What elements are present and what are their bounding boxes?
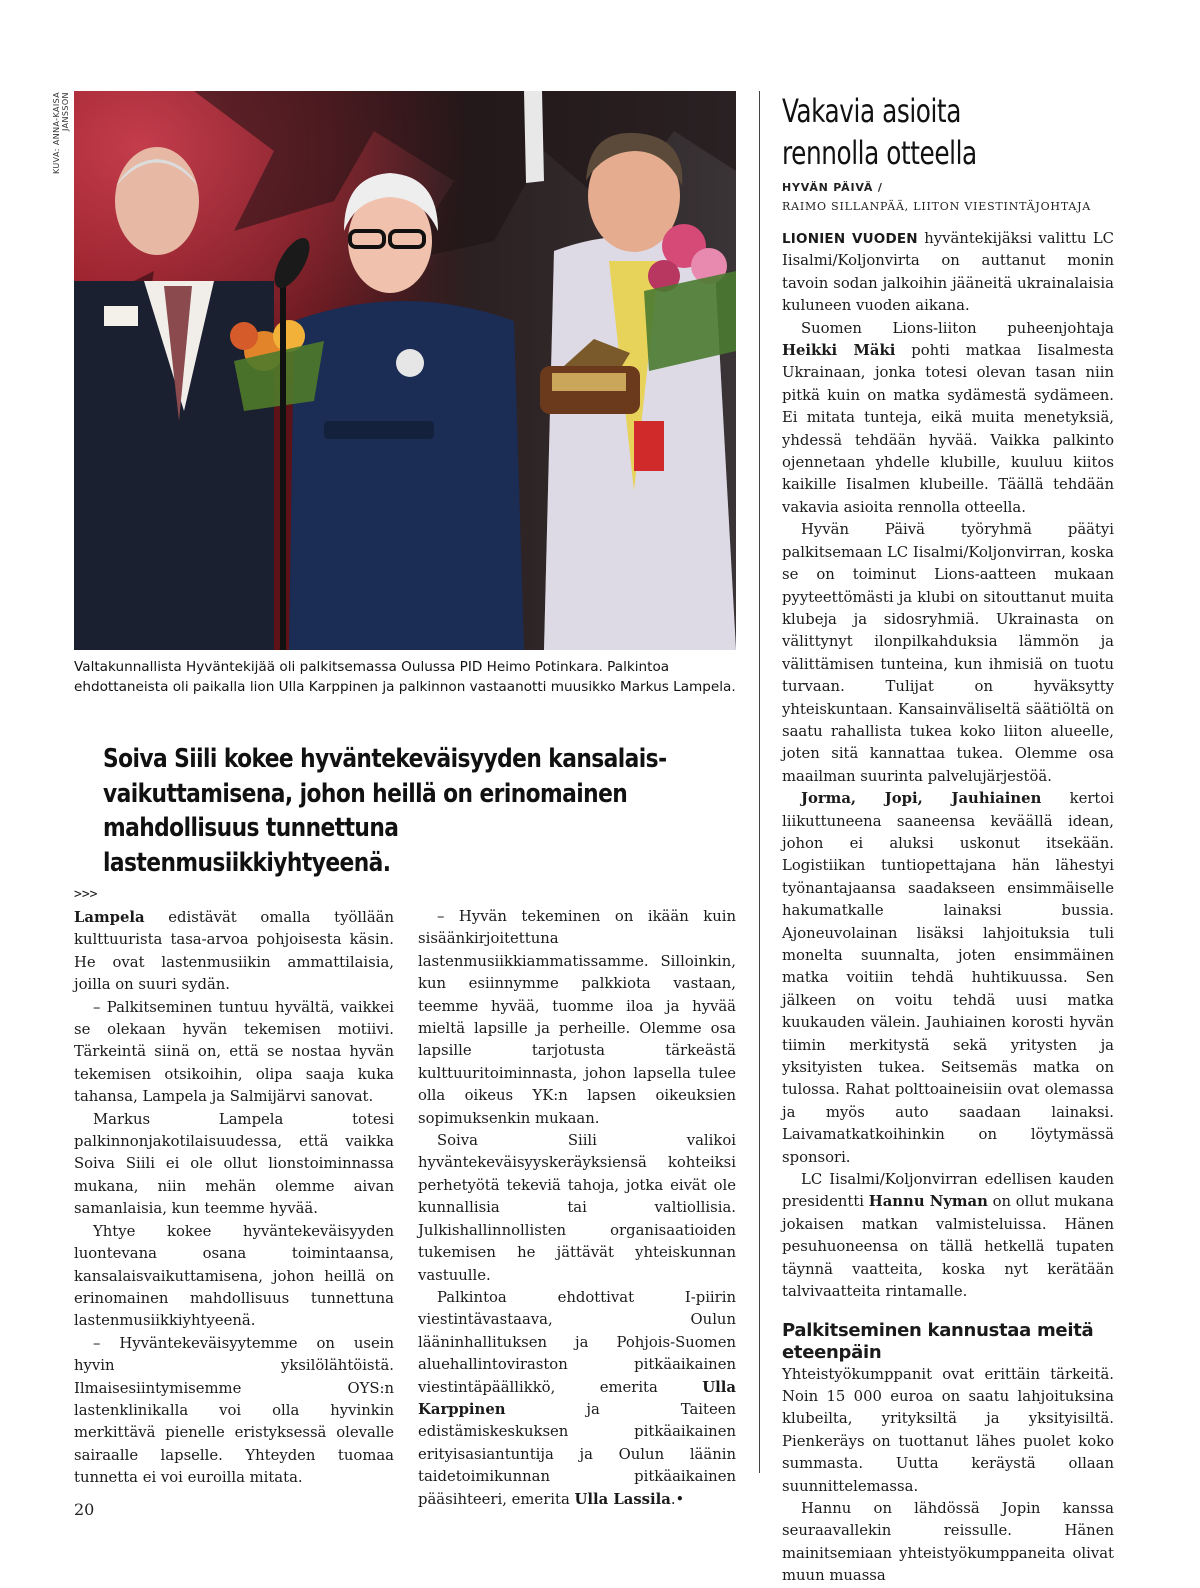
bold-name: Ulla Karppinen — [418, 1378, 736, 1418]
photo-credit: KUVA: ANNA-KAISA JANSSON — [52, 92, 70, 175]
paragraph: Hannu on lähdössä Jopin kanssa seuraavallekin reissulle. Hänen mainitsemiaan yhteistyökumppaneita olivat muun muassa — [782, 1499, 1114, 1585]
byline-author: RAIMO SILLANPÄÄ, LIITON VIESTINTÄJOHTAJA — [782, 200, 1092, 213]
paragraph: – Hyvän tekeminen on ikään kuin sisäänkirjoitettuna lastenmusiikkiammatissamme. Silloinkin, kun esiinnymme palkkiota vastaan, teemme hyvää, tuomme iloa ja hyvää mieltä lapsille ja perheille. Olemme osa lapsille tarjotusta tärkeästä kulttuuritoiminnasta, johon lapsella tulee olla oikeus YK:n lapsen oikeuksien sopimuksenkin mukaan. — [418, 908, 736, 1127]
paragraph: – Palkitseminen tuntuu hyvältä, vaikkei se olekaan hyvän tekemisen motiivi. Tärkeintä siinä on, että se nostaa hyvän tekemisen otsikoihin, olipa saaja kuka tahansa, Lampela ja Salmijärvi sanovat. — [74, 998, 394, 1106]
paragraph: Lampela edistävät omalla työllään kulttuurista tasa-arvoa pohjoisesta käsin. He ovat lastenmusiikin ammattilaisia, joilla on suuri sydän. — [74, 909, 394, 994]
page-number: 20 — [74, 1500, 95, 1519]
bold-name: Ulla Lassila — [574, 1490, 671, 1508]
paragraph: Palkintoa ehdottivat I-piirin viestintävastaava, Oulun lääninhallituksen ja Pohjois-Suomen aluehallintoviraston pitkäaikainen viestintäpäällikkö, emerita Ulla Karppinen ja Taiteen edistämiskeskuksen pitkäaikainen erityisasiantuntija ja Oulun läänin taidetoimikunnan pitkäaikainen pääsihteeri, emerita Ulla Lassila.• — [418, 1288, 736, 1508]
paragraph: Yhtye kokee hyväntekeväisyyden luontevana osana toimintaansa, kansalaisvaikuttamisena, johon heillä on erinomainen mahdollisuus tunnettuna lastenmusiikkiyhtyeenä. — [74, 1222, 394, 1330]
article-headline: Vakavia asioita rennolla otteella — [782, 92, 977, 172]
pull-quote: Soiva Siili kokee hyväntekeväisyyden kansalaisvaikuttamisena, johon heillä on erinomainen mahdollisuus tunnettuna lastenmusiikkiyhtyeenä. — [103, 744, 668, 878]
paragraph: LC Iisalmi/Koljonvirran edellisen kauden presidentti Hannu Nyman on ollut mukana jokaisen matkan valmisteluissa. Hänen pesuhuoneensa on tällä hetkellä tupaten täynnä vaatteita, koska nyt kerätään talvivaatteita rintamalle. — [782, 1171, 1115, 1301]
paragraph: Yhteistyökumppanit ovat erittäin tärkeitä. Noin 15 000 euroa on saatu lahjoituksina klubeilta, yrityksiltä ja yksityisiltä. Pienkeräys on tuottanut lähes puolet koko summasta. Uutta keräystä ollaan suunnittelemassa. — [782, 1365, 1114, 1495]
paragraph: – Hyväntekeväisyytemme on usein hyvin yksilölähtöistä. Ilmaisesiintymisemme OYS:n lastenklinikalla voi olla hyvinkin merkittävä pienelle eristyksessä olevalle sairaalle lapselle. Yhteyden tuomaa tunnetta ei voi euroilla mitata. — [74, 1334, 394, 1487]
paragraph: Suomen Lions-liiton puheenjohtaja Heikki Mäki pohti matkaa Iisalmesta Ukrainaan, jonka totesi olevan tasan niin pitkä kuin on matka sydämestä sydämeen. Ei mitata tunteja, eikä muita menetyksiä, yhdessä tehdään hyvää. Vaikka palkinto ojennetaan yhdelle klubille, kuuluu kiitos kaikille Iisalmen klubeille. Täällä tehdään vakavia asioita rennolla otteella. — [782, 319, 1114, 516]
byline-section: HYVÄN PÄIVÄ / — [782, 181, 883, 194]
subheading: Palkitseminen kannustaa meitä eteenpäin — [782, 1319, 1094, 1363]
paragraph: Hyvän Päivä työryhmä päätyi palkitsemaan LC Iisalmi/Koljonvirran, koska se on toiminut Lions-aatteen mukaan pyyteettömästi ja klubi on sitouttanut muita klubeja ja sidosryhmiä. Ukrainasta on välittynyt ilonpilkahduksia lämmön ja välittämisen tunteina, kun ihmisiä on tuotu turvaan. Tulijat on hyväksytty yhteiskuntaan. Kansainväliseltä säätiöltä on saatu rahallista tukea koko liiton alueelle, joten sitä kannattaa tukea. Olemme osa maailman suurinta palvelujärjestöä. — [782, 521, 1114, 785]
photo-caption: Valtakunnallista Hyväntekijää oli palkitsemassa Oulussa PID Heimo Potinkara. Palkintoa ehdottaneista oli paikalla lion Ulla Karppinen ja palkinnon vastaanotti muusikko Markus Lampela. — [74, 659, 736, 695]
bold-name: Jorma, Jopi, Jauhiainen — [801, 790, 1042, 808]
right-article-column — [782, 228, 1114, 1588]
left-article-column-1 — [74, 883, 394, 1490]
bold-name: Hannu Nyman — [868, 1193, 988, 1211]
award-photo — [74, 91, 736, 650]
paragraph: Jorma, Jopi, Jauhiainen kertoi liikuttuneena saaneensa keväällä idean, johon ei aluksi uskonut itsekään. Logistiikan tuntiopettajana hän lähestyi työnantajaansa saadakseen ensimmäiselle hakumatkalle lainaksi bussia. Ajoneuvolainan lisäksi lahjoituksia tuli monelta suunnalta, joten ensimmäinen matka voitiin tehdä huhtikuussa. Sen jälkeen on voitu tehdä uusi matka kuukauden välein. Jauhiainen korosti hyvän tiimin merkitystä sekä yritysten ja yksityisten tukea. Seitsemäs matka on tulossa. Rahat polttoaineisiin ovat olemassa ja myös auto saadaan lainaksi. Laivamatkatkoihinkin on löytymässä sponsori. — [782, 790, 1114, 1166]
column-divider — [759, 91, 760, 1473]
bold-name: Lampela — [74, 909, 145, 926]
byline — [782, 178, 1122, 216]
bold-name: Heikki Mäki — [782, 342, 896, 360]
paragraph: Markus Lampela totesi palkinnonjakotilaisuudessa, että vaikka Soiva Siili ei ole ollut lionstoiminnassa mukana, niin mehän olemme aivan samanlaisia, kun teemme hyvää. — [74, 1110, 394, 1218]
left-article-column-2 — [418, 906, 736, 1511]
continuation-marker: >>> — [74, 887, 98, 902]
lead-paragraph: LIONIEN VUODEN hyväntekijäksi valittu LC Iisalmi/Koljonvirta on auttanut monin tavoin sodan jalkoihin jääneitä ukrainalaisia kuluneen vuoden aikana. — [782, 230, 1115, 315]
paragraph: Soiva Siili valikoi hyväntekeväisyyskeräyksiensä kohteiksi perhetyötä tekeviä tahoja, jotka eivät ole kunnallisia tai valtiollisia. Julkishallinnollisten organisaatioiden tukemisen he jättävät yhteiskunnan vastuulle. — [418, 1132, 736, 1284]
